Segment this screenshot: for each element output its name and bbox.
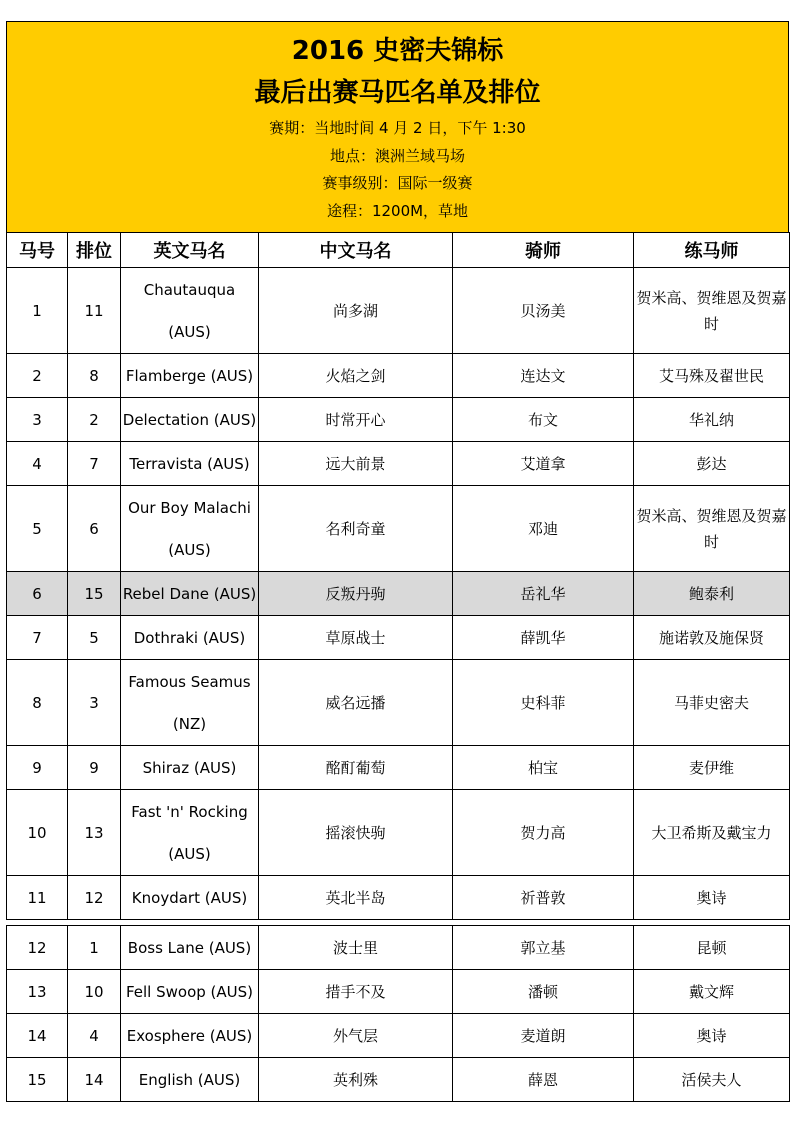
- cell-chinese-name: 反叛丹驹: [259, 572, 453, 616]
- cell-trainer: 戴文辉: [634, 970, 790, 1014]
- cell-english-name: Fast 'n' Rocking (AUS): [121, 790, 259, 876]
- cell-chinese-name: 威名远播: [259, 660, 453, 746]
- table-row: [7, 442, 790, 486]
- race-date: 赛期：当地时间 4 月 2 日，下午 1:30: [269, 119, 526, 137]
- cell-trainer: 大卫希斯及戴宝力: [634, 790, 790, 876]
- table-row: [7, 746, 790, 790]
- cell-barrier-draw: 5: [68, 616, 121, 660]
- cell-jockey: 柏宝: [453, 746, 634, 790]
- cell-trainer: 施诺敦及施保贤: [634, 616, 790, 660]
- cell-trainer: 贺米高、贺维恩及贺嘉时: [634, 486, 790, 572]
- table-row: [7, 1014, 790, 1058]
- race-grade: 赛事级别：国际一级赛: [322, 174, 473, 192]
- cell-trainer: 昆顿: [634, 926, 790, 970]
- cell-chinese-name: 英利殊: [259, 1058, 453, 1102]
- cell-chinese-name: 名利奇童: [259, 486, 453, 572]
- cell-barrier-draw: 1: [68, 926, 121, 970]
- cell-english-name: Dothraki (AUS): [121, 616, 259, 660]
- cell-barrier-draw: 10: [68, 970, 121, 1014]
- cell-horse-number: 15: [7, 1058, 68, 1102]
- cell-jockey: 薛恩: [453, 1058, 634, 1102]
- cell-barrier-draw: 14: [68, 1058, 121, 1102]
- cell-barrier-draw: 3: [68, 660, 121, 746]
- cell-jockey: 艾道拿: [453, 442, 634, 486]
- list-title: 最后出赛马匹名单及排位: [254, 78, 541, 108]
- cell-chinese-name: 酩酊葡萄: [259, 746, 453, 790]
- cell-horse-number: 6: [7, 572, 68, 616]
- race-distance: 途程：1200M，草地: [326, 201, 469, 220]
- cell-jockey: 岳礼华: [453, 572, 634, 616]
- cell-chinese-name: 摇滚快驹: [259, 790, 453, 876]
- cell-english-name: Chautauqua (AUS): [121, 268, 259, 354]
- cell-horse-number: 5: [7, 486, 68, 572]
- cell-horse-number: 1: [7, 268, 68, 354]
- cell-jockey: 贺力高: [453, 790, 634, 876]
- cell-trainer: 艾马殊及翟世民: [634, 354, 790, 398]
- cell-trainer: 鲍泰利: [634, 572, 790, 616]
- cell-trainer: 华礼纳: [634, 398, 790, 442]
- col-header-english-name: 英文马名: [121, 233, 259, 268]
- cell-english-name: Knoydart (AUS): [121, 876, 259, 920]
- cell-barrier-draw: 12: [68, 876, 121, 920]
- cell-horse-number: 3: [7, 398, 68, 442]
- col-header-number: 马号: [7, 233, 68, 268]
- cell-barrier-draw: 6: [68, 486, 121, 572]
- cell-horse-number: 11: [7, 876, 68, 920]
- cell-english-name: Shiraz (AUS): [121, 746, 259, 790]
- cell-trainer: 奥诗: [634, 1014, 790, 1058]
- table-row: [7, 354, 790, 398]
- cell-jockey: 麦道朗: [453, 1014, 634, 1058]
- cell-barrier-draw: 8: [68, 354, 121, 398]
- runners-table-continued: [6, 925, 790, 1102]
- cell-barrier-draw: 2: [68, 398, 121, 442]
- cell-jockey: 潘顿: [453, 970, 634, 1014]
- col-header-draw: 排位: [68, 233, 121, 268]
- cell-english-name: Famous Seamus (NZ): [121, 660, 259, 746]
- cell-english-name: Fell Swoop (AUS): [121, 970, 259, 1014]
- cell-chinese-name: 远大前景: [259, 442, 453, 486]
- cell-jockey: 祈普敦: [453, 876, 634, 920]
- cell-english-name: Delectation (AUS): [121, 398, 259, 442]
- cell-chinese-name: 外气层: [259, 1014, 453, 1058]
- table-row: [7, 970, 790, 1014]
- cell-horse-number: 7: [7, 616, 68, 660]
- cell-chinese-name: 措手不及: [259, 970, 453, 1014]
- cell-trainer: 活侯夫人: [634, 1058, 790, 1102]
- cell-chinese-name: 草原战士: [259, 616, 453, 660]
- cell-jockey: 连达文: [453, 354, 634, 398]
- cell-jockey: 邓迪: [453, 486, 634, 572]
- table-row: [7, 572, 790, 616]
- cell-horse-number: 14: [7, 1014, 68, 1058]
- cell-english-name: Rebel Dane (AUS): [121, 572, 259, 616]
- cell-jockey: 薛凯华: [453, 616, 634, 660]
- cell-english-name: Terravista (AUS): [121, 442, 259, 486]
- cell-trainer: 麦伊维: [634, 746, 790, 790]
- title-banner: [6, 21, 789, 232]
- col-header-chinese-name: 中文马名: [259, 233, 453, 268]
- table-row: [7, 268, 790, 354]
- cell-english-name: Exosphere (AUS): [121, 1014, 259, 1058]
- cell-trainer: 奥诗: [634, 876, 790, 920]
- cell-chinese-name: 火焰之剑: [259, 354, 453, 398]
- col-header-jockey: 骑师: [453, 233, 634, 268]
- cell-horse-number: 4: [7, 442, 68, 486]
- table-header-row: [7, 233, 790, 268]
- cell-horse-number: 8: [7, 660, 68, 746]
- cell-english-name: Flamberge (AUS): [121, 354, 259, 398]
- cell-barrier-draw: 15: [68, 572, 121, 616]
- cell-barrier-draw: 11: [68, 268, 121, 354]
- cell-english-name: Boss Lane (AUS): [121, 926, 259, 970]
- cell-trainer: 贺米高、贺维恩及贺嘉时: [634, 268, 790, 354]
- table-row: [7, 876, 790, 920]
- cell-chinese-name: 尚多湖: [259, 268, 453, 354]
- cell-english-name: Our Boy Malachi (AUS): [121, 486, 259, 572]
- cell-english-name: English (AUS): [121, 1058, 259, 1102]
- cell-horse-number: 10: [7, 790, 68, 876]
- cell-horse-number: 12: [7, 926, 68, 970]
- cell-horse-number: 9: [7, 746, 68, 790]
- cell-barrier-draw: 7: [68, 442, 121, 486]
- table-row: [7, 660, 790, 746]
- cell-barrier-draw: 4: [68, 1014, 121, 1058]
- cell-horse-number: 13: [7, 970, 68, 1014]
- table-row: [7, 486, 790, 572]
- runners-table: [6, 232, 790, 920]
- cell-chinese-name: 波士里: [259, 926, 453, 970]
- cell-jockey: 贝汤美: [453, 268, 634, 354]
- table-row: [7, 616, 790, 660]
- cell-trainer: 马菲史密夫: [634, 660, 790, 746]
- cell-jockey: 史科菲: [453, 660, 634, 746]
- cell-chinese-name: 英北半岛: [259, 876, 453, 920]
- table-row: [7, 1058, 790, 1102]
- col-header-trainer: 练马师: [634, 233, 790, 268]
- cell-chinese-name: 时常开心: [259, 398, 453, 442]
- cell-barrier-draw: 9: [68, 746, 121, 790]
- table-row: [7, 398, 790, 442]
- table-row: [7, 790, 790, 876]
- cell-jockey: 郭立基: [453, 926, 634, 970]
- table-row: [7, 926, 790, 970]
- race-title: 2016 史密夫锦标: [291, 36, 504, 66]
- cell-horse-number: 2: [7, 354, 68, 398]
- cell-jockey: 布文: [453, 398, 634, 442]
- cell-trainer: 彭达: [634, 442, 790, 486]
- cell-barrier-draw: 13: [68, 790, 121, 876]
- race-venue: 地点：澳洲兰域马场: [329, 146, 465, 165]
- race-sheet: [6, 21, 789, 1102]
